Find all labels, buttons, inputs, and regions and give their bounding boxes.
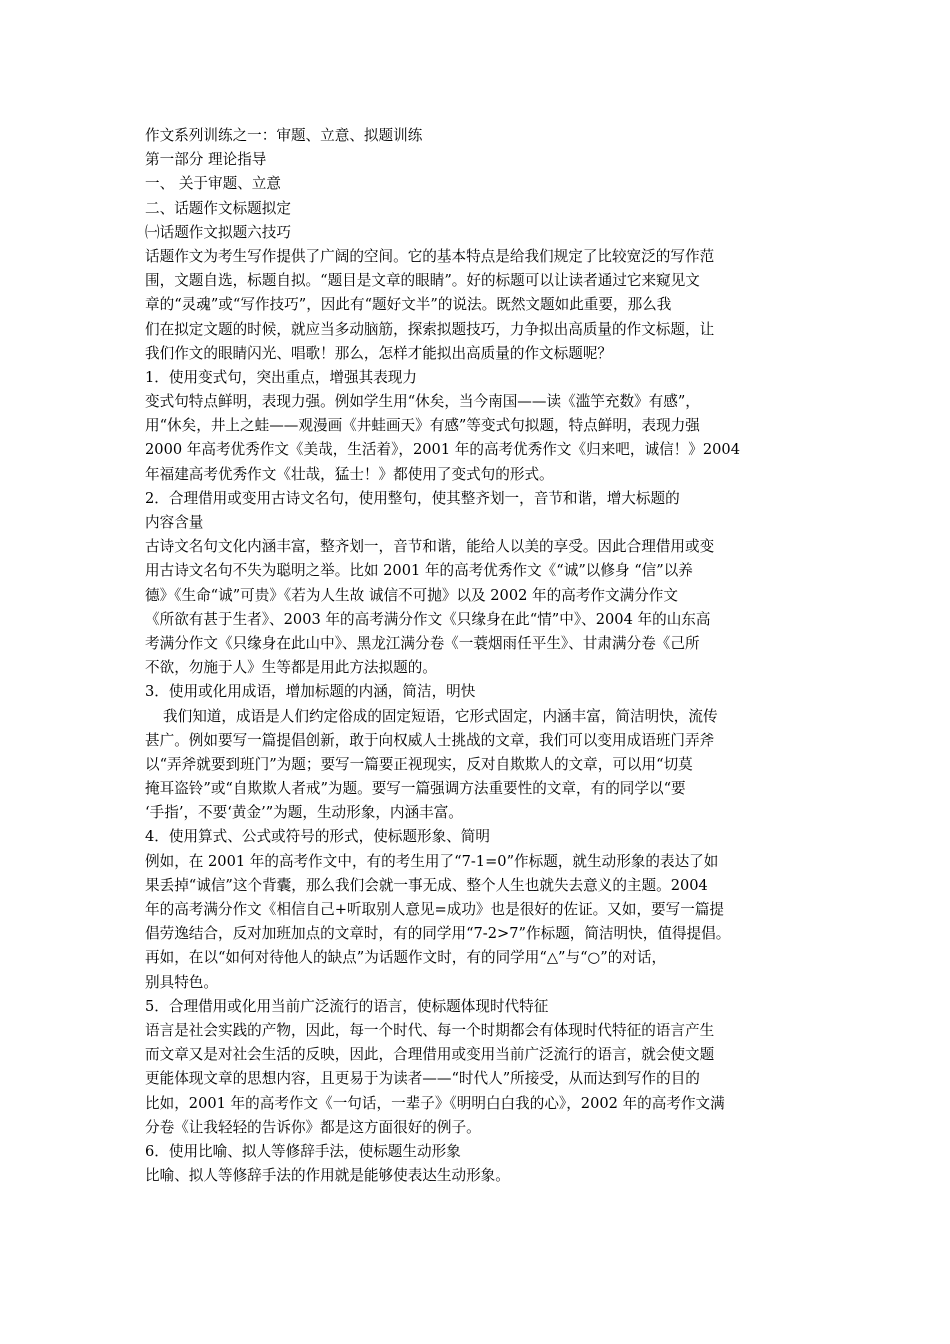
text-line: 内容含量 bbox=[145, 514, 204, 531]
text-line: 而文章又是对社会生活的反映，因此，合理借用或变用当前广泛流行的语言，就会使文题 bbox=[145, 1046, 715, 1064]
technique-1-body bbox=[145, 390, 815, 487]
text-line: 再如，在以“如何对待他人的缺点”为话题作文时，有的同学用“△”与“○”的对话， bbox=[145, 949, 667, 967]
technique-4-body bbox=[145, 850, 815, 995]
text-line: 用古诗文名句不失为聪明之举。比如 2001 年的高考优秀作文《“诚”以修身 “信”以养 bbox=[145, 562, 693, 580]
text-line: 用“休矣，井上之蛙——观漫画《井蛙画天》有感”等变式句拟题，特点鲜明，表现力强 bbox=[145, 417, 700, 435]
text-line: 2．合理借用或变用古诗文名句，使用整句，使其整齐划一，音节和谐，增大标题的 bbox=[145, 489, 680, 507]
technique-5-body bbox=[145, 1019, 815, 1140]
technique-2-body bbox=[145, 535, 815, 680]
text-line: 我们知道，成语是人们约定俗成的固定短语，它形式固定，内涵丰富，简洁明快，流传 bbox=[163, 707, 718, 725]
text-line: 甚广。例如要写一篇提倡创新，敢于向权威人士挑战的文章，我们可以变用成语班门弄斧 bbox=[145, 731, 715, 749]
text-line: 们在拟定文题的时候，就应当多动脑筋，探索拟题技巧，力争拟出高质量的作文标题，让 bbox=[145, 320, 715, 338]
technique-5-heading: 5．合理借用或化用当前广泛流行的语言，使标题体现时代特征 bbox=[145, 997, 549, 1015]
technique-2-heading bbox=[145, 487, 815, 535]
text-line: 掩耳盗铃”或“自欺欺人者戒”为题。要写一篇强调方法重要性的文章，有的同学以“要 bbox=[145, 780, 686, 798]
text-line: 比如，2001 年的高考作文《一句话，一辈子》《明明白白我的心》，2002 年的高考作文满 bbox=[145, 1094, 725, 1112]
intro-paragraph bbox=[145, 245, 815, 366]
text-line: 变式句特点鲜明，表现力强。例如学生用“休矣，当今南国——读《滥竽充数》有感”， bbox=[145, 393, 700, 411]
technique-1-heading: 1．使用变式句，突出重点，增强其表现力 bbox=[145, 368, 417, 386]
text-line: 分卷《让我轻轻的告诉你》都是这方面很好的例子。 bbox=[145, 1118, 481, 1136]
part-heading: 第一部分 理论指导 bbox=[145, 151, 267, 169]
document-title: 作文系列训练之一：审题、立意、拟题训练 bbox=[145, 127, 423, 144]
text-line: 以“弄斧就要到班门”为题；要写一篇要正视现实，反对自欺欺人的文章，可以用“切莫 bbox=[145, 755, 693, 773]
technique-3-heading: 3．使用或化用成语，增加标题的内涵，简洁，明快 bbox=[145, 683, 476, 701]
text-line: 考满分作文《只缘身在此山中》、黑龙江满分卷《一蓑烟雨任平生》、甘肃满分卷《己所 bbox=[145, 634, 700, 652]
technique-6-heading: 6．使用比喻、拟人等修辞手法，使标题生动形象 bbox=[145, 1142, 461, 1160]
text-line: 德》《生命“诚”可贵》《若为人生故 诚信不可抛》以及 2002 年的高考作文满分作文 bbox=[145, 586, 678, 604]
text-line: 年福建高考优秀作文《壮哉，猛士！》都使用了变式句的形式。 bbox=[145, 465, 554, 483]
text-line: 章的“灵魂”或“写作技巧”，因此有“题好文半”的说法。既然文题如此重要，那么我 bbox=[145, 296, 672, 314]
text-line: 别具特色。 bbox=[145, 973, 218, 991]
subsection-heading: ㈠话题作文拟题六技巧 bbox=[145, 223, 291, 241]
technique-6-body bbox=[145, 1164, 815, 1188]
text-line: 果丢掉“诚信”这个背囊，那么我们会就一事无成、整个人生也就失去意义的主题。2004 bbox=[145, 876, 708, 894]
text-line: 不欲，勿施于人》生等都是用此方法拟题的。 bbox=[145, 659, 437, 677]
text-line: 话题作文为考生写作提供了广阔的空间。它的基本特点是给我们规定了比较宽泛的写作范 bbox=[145, 247, 715, 265]
text-line: 更能体现文章的思想内容，且更易于为读者——“时代人”所接受，从而达到写作的目的 bbox=[145, 1070, 700, 1088]
technique-4-heading: 4．使用算式、公式或符号的形式，使标题形象、简明 bbox=[145, 828, 490, 846]
text-line: 语言是社会实践的产物，因此，每一个时代、每一个时期都会有体现时代特征的语言产生 bbox=[145, 1021, 715, 1039]
section-heading-2: 二、话题作文标题拟定 bbox=[145, 199, 291, 217]
text-line: 古诗文名句文化内涵丰富，整齐划一，音节和谐，能给人以美的享受。因此合理借用或变 bbox=[145, 538, 715, 556]
text-line: ‘手指’，不要‘黄金’”为题，生动形象，内涵丰富。 bbox=[145, 804, 463, 822]
text-line: 围，文题自选，标题自拟。“题目是文章的眼睛”。好的标题可以让读者通过它来窥见文 bbox=[145, 272, 700, 290]
text-line: 比喻、拟人等修辞手法的作用就是能够使表达生动形象。 bbox=[145, 1167, 510, 1185]
text-line: 年的高考满分作文《相信自己+听取别人意见=成功》也是很好的佐证。又如，要写一篇提 bbox=[145, 901, 725, 918]
text-line: 例如，在 2001 年的高考作文中，有的考生用了“7-1=0”作标题，就生动形象的表达了如 bbox=[145, 852, 719, 870]
text-line: 倡劳逸结合，反对加班加点的文章时，有的同学用“7-2>7”作标题，简洁明快，值得提倡。 bbox=[145, 925, 731, 943]
document-page bbox=[145, 124, 815, 1188]
text-line: 我们作文的眼睛闪光、唱歌！那么，怎样才能拟出高质量的作文标题呢？ bbox=[145, 344, 613, 362]
text-line: 《所欲有甚于生者》、2003 年的高考满分作文《只缘身在此“情”中》、2004 年的山东高 bbox=[145, 610, 711, 628]
section-heading-1: 一、 关于审题、立意 bbox=[145, 175, 281, 193]
technique-3-body bbox=[145, 705, 815, 826]
text-line: 2000 年高考优秀作文《美哉，生活着》，2001 年的高考优秀作文《归来吧，诚信！》2004 bbox=[145, 441, 740, 459]
